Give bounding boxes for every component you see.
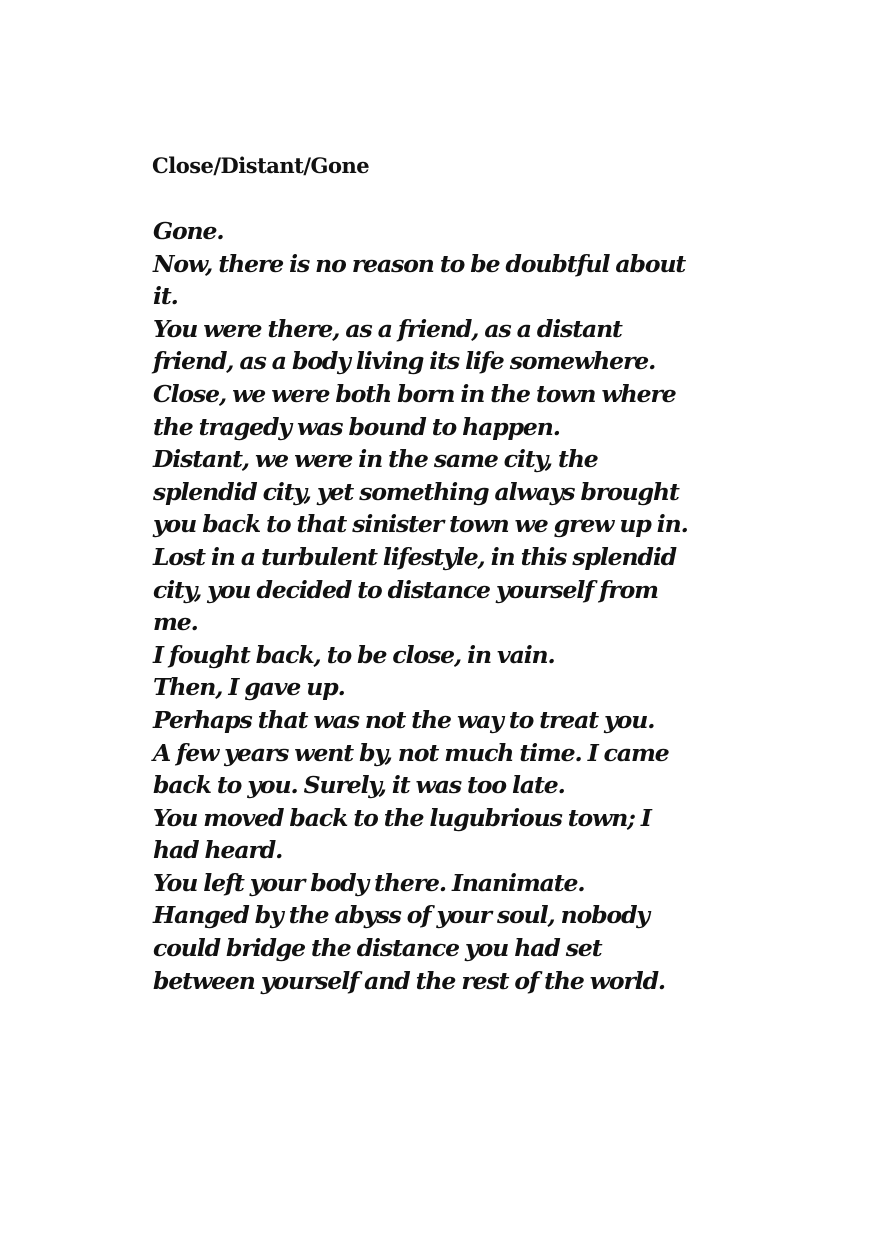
poem-title: Close/Distant/Gone [152, 153, 370, 178]
poem-line: me. [153, 608, 198, 637]
poem-line: Close, we were both born in the town where [153, 379, 676, 408]
poem-line: back to you. Surely, it was too late. [153, 771, 565, 800]
poem-line: You moved back to the lugubrious town; I [153, 803, 651, 832]
poem-line: A few years went by, not much time. I came [153, 738, 669, 767]
poem-line: Lost in a turbulent lifestyle, in this splendid [153, 542, 676, 571]
poem-line: Gone. [153, 217, 224, 245]
poem-line: you back to that sinister town we grew up in. [153, 510, 688, 539]
poem-line: You were there, as a friend, as a distant [153, 314, 622, 343]
poem-line: between yourself and the rest of the world. [153, 966, 665, 995]
poem-line: city, you decided to distance yourself from [153, 575, 658, 604]
poem-line: it. [153, 282, 178, 311]
poem-line: Distant, we were in the same city, the [153, 445, 598, 474]
poem-line: the tragedy was bound to happen. [153, 412, 560, 441]
poem-body [153, 215, 753, 997]
poem-line: I fought back, to be close, in vain. [153, 640, 555, 669]
poem-line: Hanged by the abyss of your soul, nobody [153, 901, 649, 930]
poem-line: Now, there is no reason to be doubtful about [153, 249, 686, 278]
poem-line: Perhaps that was not the way to treat you. [153, 705, 655, 734]
poem-line: You left your body there. Inanimate. [153, 868, 585, 897]
poem-line: could bridge the distance you had set [153, 934, 602, 963]
poem-line: had heard. [153, 836, 283, 865]
poem-line: friend, as a body living its life somewhere. [153, 347, 656, 376]
poem-line: Then, I gave up. [153, 673, 345, 702]
poem-line: splendid city, yet something always brought [153, 477, 679, 506]
